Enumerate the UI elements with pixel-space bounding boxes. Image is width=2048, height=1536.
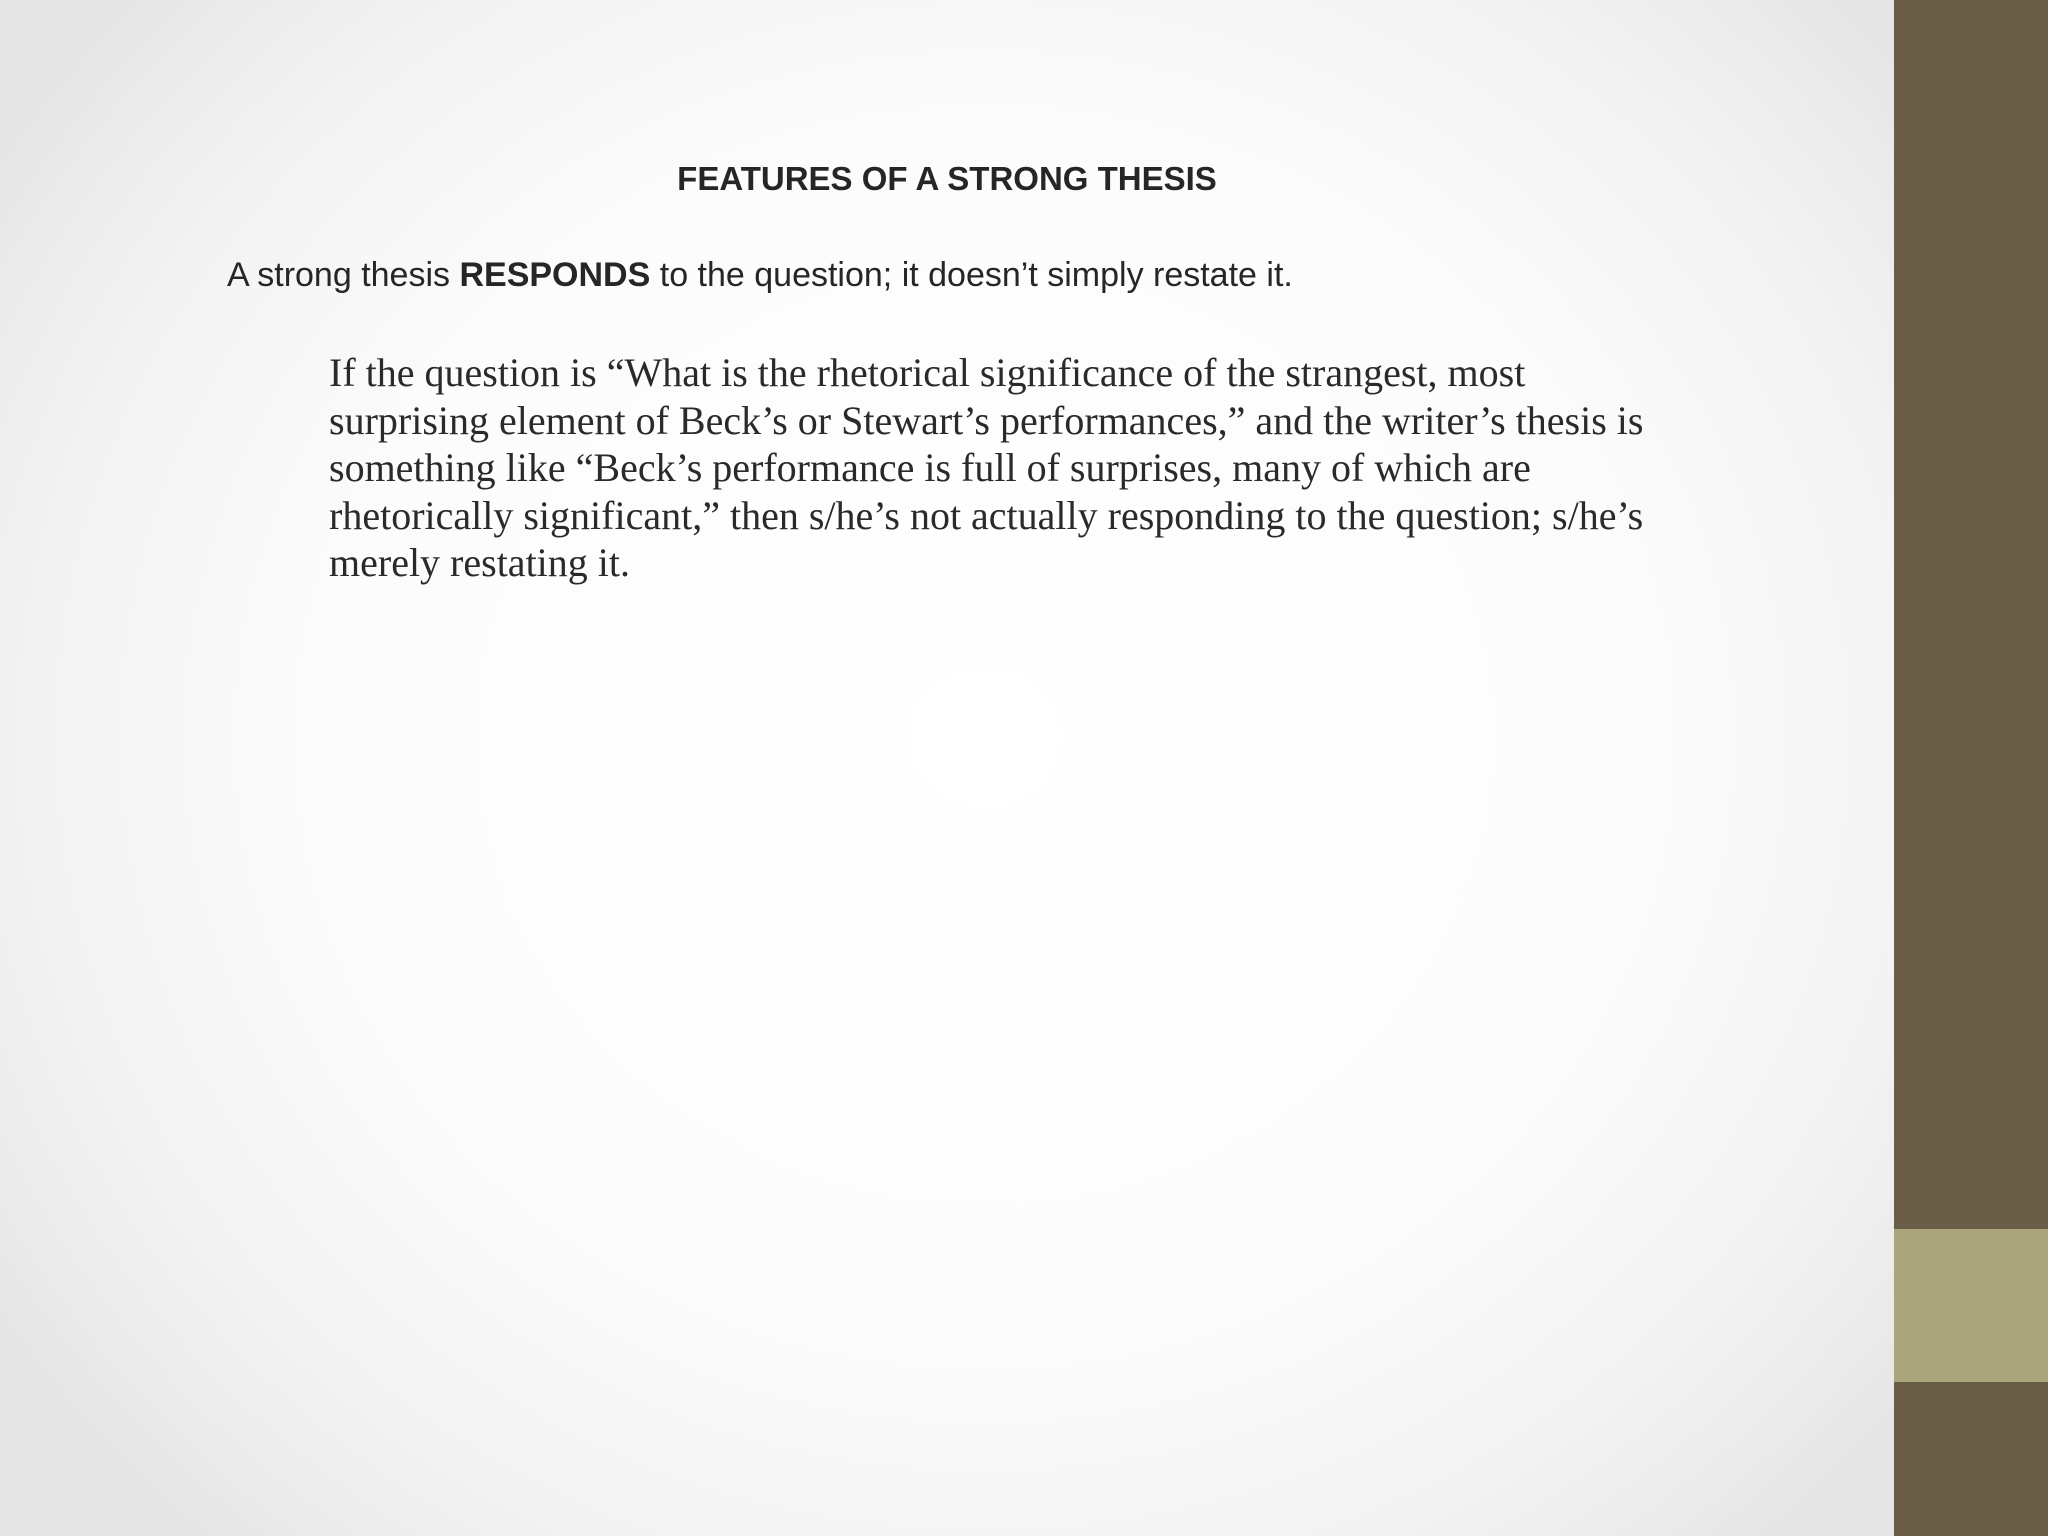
lead-text-before: A strong thesis: [227, 256, 460, 294]
lead-emphasis: RESPONDS: [459, 256, 651, 294]
decorative-sidebar-band: [1894, 1229, 2048, 1382]
example-paragraph: If the question is “What is the rhetorical significance of the strangest, most surprising element of Beck’s or Stewart’s performances,” and the writer’s thesis is something like “Beck’s performance is full of surprises, many of which are rhetorically significant,” then s/he’s not actually responding to the question; s/he’s merely restating it.: [329, 350, 1644, 585]
lead-statement: [227, 256, 1827, 295]
lead-text-after: to the question; it doesn’t simply restate it.: [650, 256, 1293, 294]
slide-title: FEATURES OF A STRONG THESIS: [677, 160, 1217, 197]
